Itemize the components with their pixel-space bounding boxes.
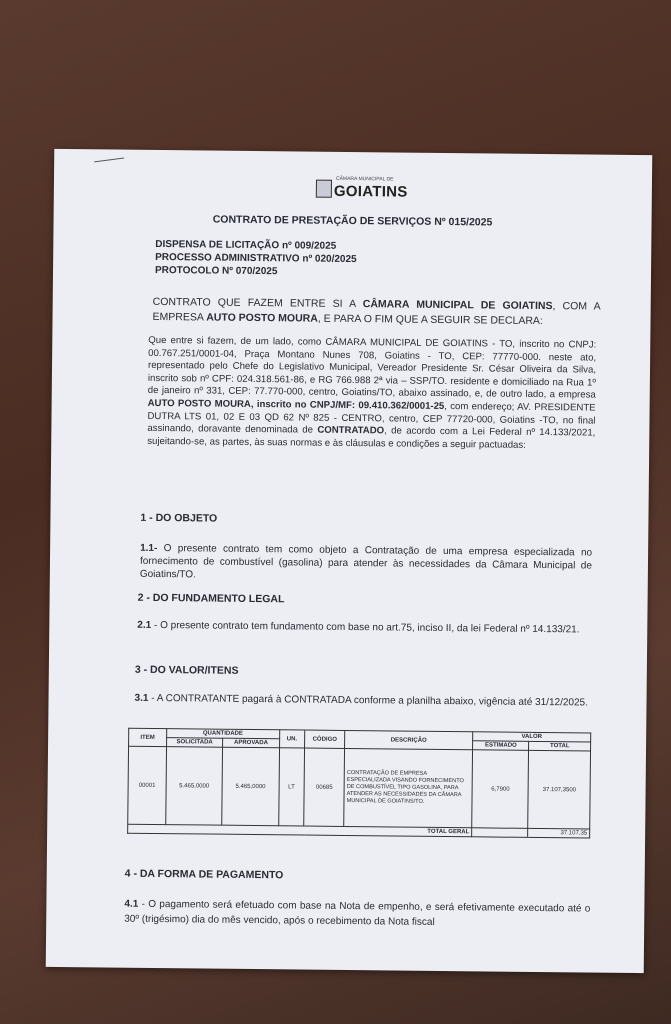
section-4-title: 4 - DA FORMA DE PAGAMENTO (124, 867, 284, 882)
th-total: TOTAL (529, 741, 591, 751)
contract-intro: CONTRATO QUE FAZEM ENTRE SI A CÂMARA MUNICIPAL DE GOIATINS, COM A EMPRESA AUTO POSTO MOURA, E PARA O FIM QUE A SEGUIR SE DECLARA: (152, 295, 601, 328)
logo-subtitle: CÂMARA MUNICIPAL DE (335, 175, 394, 183)
total-spacer (472, 828, 528, 838)
ref-protocolo: PROTOCOLO Nº 070/2025 (154, 264, 278, 278)
cell-estimado: 6,7900 (472, 750, 529, 829)
total-geral-value: 37.107,35 (528, 828, 590, 838)
th-aprovada: APROVADA (223, 738, 279, 748)
cell-total: 37.107,3500 (528, 750, 590, 829)
cell-codigo: 00685 (304, 748, 345, 826)
th-valor: VALOR (473, 732, 591, 742)
th-un: UN. (279, 730, 305, 748)
logo-name: GOIATINS (333, 182, 408, 201)
ref-dispensa: DISPENSA DE LICITAÇÃO nº 009/2025 (155, 238, 337, 252)
th-estimado: ESTIMADO (473, 741, 529, 751)
section-2-text: 2.1 - O presente contrato tem fundamento com base no art.75, inciso II, da lei Federal nº 14.133/21. (137, 619, 580, 636)
table-row (128, 746, 591, 829)
contract-parties-paragraph: Que entre si fazem, de um lado, como CÂMARA MUNICIPAL DE GOIATINS - TO, inscrito no CNPJ: 00.767.251/0001-04, Praça Montano Nunes 708, Goiatins - TO, CEP: 77770-000. neste ato, representado pelo Chefe do Legislativo Municipal, Vereador Presidente Sr. César Oliveira da Silva, inscrito sob nº CPF: 024.318.561-86, e RG 766.988 2ª via – SSP/TO. residente e domiciliado na Rua 1º de janeiro nº 331, CEP: 77.770-000, centro, Goiatins/TO, abaixo assinado, e, de outro lado, a empresa AUTO POSTO MOURA, inscrito no CNPJ/MF: 09.410.362/0001-25, com endereço; AV. PRESIDENTE DUTRA LTS 01, 02 E 03 QD 62 Nº 825 - CENTRO, centro, CEP 77720-000, Goiatins -TO, no final assinando, doravante denominada de CONTRATADO, de acordo com a Lei Federal nº 14.133/2021, sujeitando-se, as partes, às suas normas e às cláusulas e condições a seguir pactuadas: (147, 334, 597, 451)
section-2-title: 2 - DO FUNDAMENTO LEGAL (137, 591, 285, 606)
th-solicitada: SOLICITADA (166, 738, 222, 748)
th-item: ITEM (129, 728, 167, 746)
paper-mark (94, 158, 124, 163)
coat-of-arms-icon (316, 180, 332, 198)
th-codigo: CÓDIGO (305, 730, 345, 748)
cell-descricao: CONTRATAÇÃO DE EMPRESA ESPECIALIZADA VISANDO FORNECIMENTO DE COMBUSTÍVEL TIPO GASOLINA, PARA ATENDER AS NECESSIDADES DA CÂMARA MUNICIPAL DE GOIATINS/TO. (344, 748, 473, 827)
th-quantidade: QUANTIDADE (167, 729, 280, 739)
section-4-text: 4.1 - O pagamento será efetuado com base na Nota de empenho, e será efetivamente executado até o 30º (trigésimo) dia do mês vencido, após o recebimento da Nota fiscal (124, 898, 591, 928)
items-table (127, 728, 591, 839)
contract-document (46, 149, 653, 973)
th-descricao: DESCRIÇÃO (345, 730, 473, 749)
contract-references (155, 238, 357, 279)
section-1-text: 1.1- O presente contrato tem como objeto a Contratação de uma empresa especializada no fornecimento de combustível (gasolina) para atender às necessidades da Câmara Municipal de Goiatins/TO. (139, 542, 593, 581)
goiatins-logo (316, 174, 406, 205)
cell-aprovada: 5.465,0000 (222, 747, 279, 826)
total-geral-label: TOTAL GERAL (128, 824, 472, 837)
cell-un: LT (278, 748, 304, 826)
cell-item: 00001 (128, 746, 167, 824)
contract-title: CONTRATO DE PRESTAÇÃO DE SERVIÇOS Nº 015/2025 (212, 213, 493, 229)
section-1-title: 1 - DO OBJETO (140, 511, 218, 525)
section-3-title: 3 - DO VALOR/ITENS (134, 663, 239, 677)
cell-solicitada: 5.465,0000 (166, 747, 223, 826)
section-3-text: 3.1 - A CONTRATANTE pagará à CONTRATADA conforme a planilha abaixo, vigência até 31/12/2025. (134, 692, 588, 709)
ref-processo: PROCESSO ADMINISTRATIVO nº 020/2025 (155, 251, 357, 266)
